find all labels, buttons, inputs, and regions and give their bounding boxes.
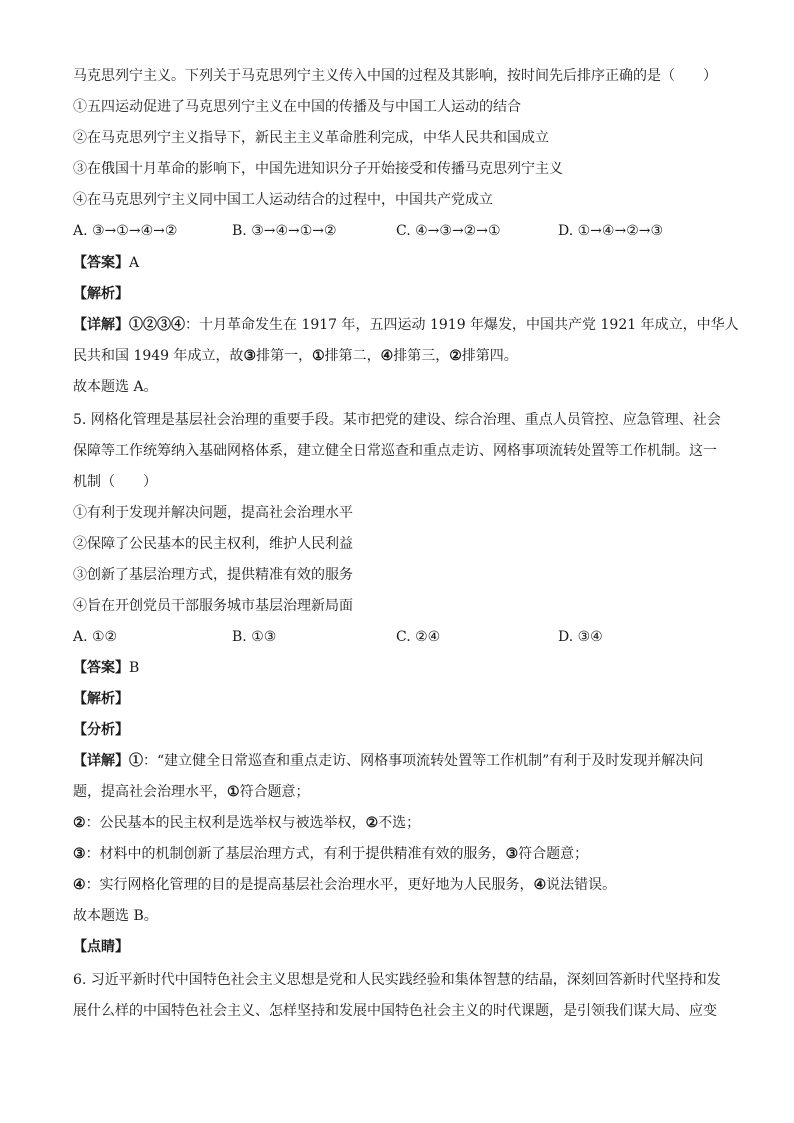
q5-detail-1-cont [73,783,723,801]
q4-option-b: B. ③→④→①→② [232,223,337,239]
q4-detail-seg: 排第二， [324,348,381,364]
q5-analysis-label: 【解析】 [73,691,129,707]
q5-stem-line2: 保障等工作统筹纳入基础网格体系，建立健全日常巡查和重点走访、网格事项流转处置等工作机制。这一 [73,443,717,459]
q5-option-b: B. ①③ [232,629,277,645]
q5-dianjing-label: 【点睛】 [73,939,129,955]
q5-item-3: ③创新了基层治理方式，提供精准有效的服务 [73,567,353,583]
q4-answer-value: A [129,255,140,271]
q4-analysis-label: 【解析】 [73,286,129,302]
q4-detail-text: ：十月革命发生在 1917 年，五四运动 1919 年爆发，中国共产党 1921 年成立，中华人 [185,317,739,333]
q5-detail-ref: ① [129,753,143,769]
q4-item-2: ②在马克思列宁主义指导下，新民主主义革命胜利完成，中华人民共和国成立 [73,130,549,146]
q5-detail-2 [73,814,723,832]
q5-detail-ref: ③ [505,846,519,862]
q4-item-3: ③在俄国十月革命的影响下，中国先进知识分子开始接受和传播马克思列宁主义 [73,161,563,177]
q5-detail-text: ：实行网格化管理的目的是提高基层社会治理水平，更好地为人民服务， [85,877,534,893]
q5-detail-seg: 符合题意； [239,784,310,800]
q5-detail-3 [73,845,723,863]
q5-detail-text: ：“建立健全日常巡查和重点走访、网格事项流转处置等工作机制”有利于及时发现并解决问 [143,753,704,769]
q5-detail-seg: 不选； [378,815,421,831]
q4-answer [73,254,723,272]
q4-detail-ref: ④ [380,348,394,364]
q4-detail-seg: 排第四。 [461,348,518,364]
q4-detail-label: 【详解】 [73,317,129,333]
q4-detail-seg: 排第三， [393,348,450,364]
q4-detail-ref: ① [312,348,325,364]
q5-detail-seg: 题，提高社会治理水平， [73,784,227,800]
q5-detail-ref: ② [73,815,86,831]
q4-detail-line2 [73,347,723,365]
q4-stem: 马克思列宁主义。下列关于马克思列宁主义传入中国的过程及其影响，按时间先后排序正确的是（ ） [73,68,717,84]
q5-fenxi-label: 【分析】 [73,722,129,738]
q4-option-c: C. ④→③→②→① [396,223,501,239]
q4-option-d: D. ①→④→②→③ [558,223,664,239]
q6-stem-line2: 展什么样的中国特色社会主义、怎样坚持和发展中国特色社会主义的时代课题，是引领我们谋大局、应变 [73,1003,717,1019]
q5-detail-seg: 符合题意； [518,846,589,862]
q5-detail-ref: ③ [73,846,86,862]
q5-stem-line1: 5. 网格化管理是基层社会治理的重要手段。某市把党的建设、综合治理、重点人员管控、应急管理、社会 [73,412,721,428]
q5-item-1: ①有利于发现并解决问题，提高社会治理水平 [73,505,353,521]
q5-detail-label: 【详解】 [73,753,129,769]
q5-answer-label: 【答案】 [73,660,129,676]
q4-conclusion: 故本题选 A。 [73,379,158,395]
q5-answer-value: B [129,660,140,676]
q4-detail-ref: ③ [243,348,257,364]
q4-item-4: ④在马克思列宁主义同中国工人运动结合的过程中，中国共产党成立 [73,192,493,208]
q5-detail-seg: 说法错误。 [546,877,617,893]
q4-detail-seg: 排第一， [256,348,313,364]
q5-option-a: A. ①② [73,629,118,645]
q5-conclusion: 故本题选 B。 [73,908,158,924]
q5-detail-ref: ① [227,784,240,800]
q5-stem-line3: 机制（ ） [73,474,157,490]
q4-option-a: A. ③→①→④→② [73,223,178,239]
q4-detail-ref: ② [449,348,462,364]
q4-detail-line1 [73,316,739,334]
q4-detail-seg: 民共和国 1949 年成立，故 [73,348,244,364]
q5-detail-1 [73,752,723,770]
q5-detail-ref: ② [365,815,379,831]
q5-detail-4 [73,876,723,894]
q5-detail-ref: ④ [533,877,547,893]
q6-stem-line1: 6. 习近平新时代中国特色社会主义思想是党和人民实践经验和集体智慧的结晶，深刻回答新时代坚持和发 [73,972,721,988]
q5-option-d: D. ③④ [558,629,603,645]
q5-detail-text: ：材料中的机制创新了基层治理方式，有利于提供精准有效的服务， [85,846,506,862]
q5-option-c: C. ②④ [396,629,441,645]
q4-detail-ref: ①②③④ [129,317,185,333]
q4-item-1: ①五四运动促进了马克思列宁主义在中国的传播及与中国工人运动的结合 [73,99,521,115]
q5-answer [73,659,723,677]
q5-detail-text: ：公民基本的民主权利是选举权与被选举权， [85,815,366,831]
q5-item-2: ②保障了公民基本的民主权利，维护人民利益 [73,536,353,552]
q4-answer-label: 【答案】 [73,255,129,271]
q5-detail-ref: ④ [73,877,86,893]
q5-item-4: ④旨在开创党员干部服务城市基层治理新局面 [73,598,353,614]
